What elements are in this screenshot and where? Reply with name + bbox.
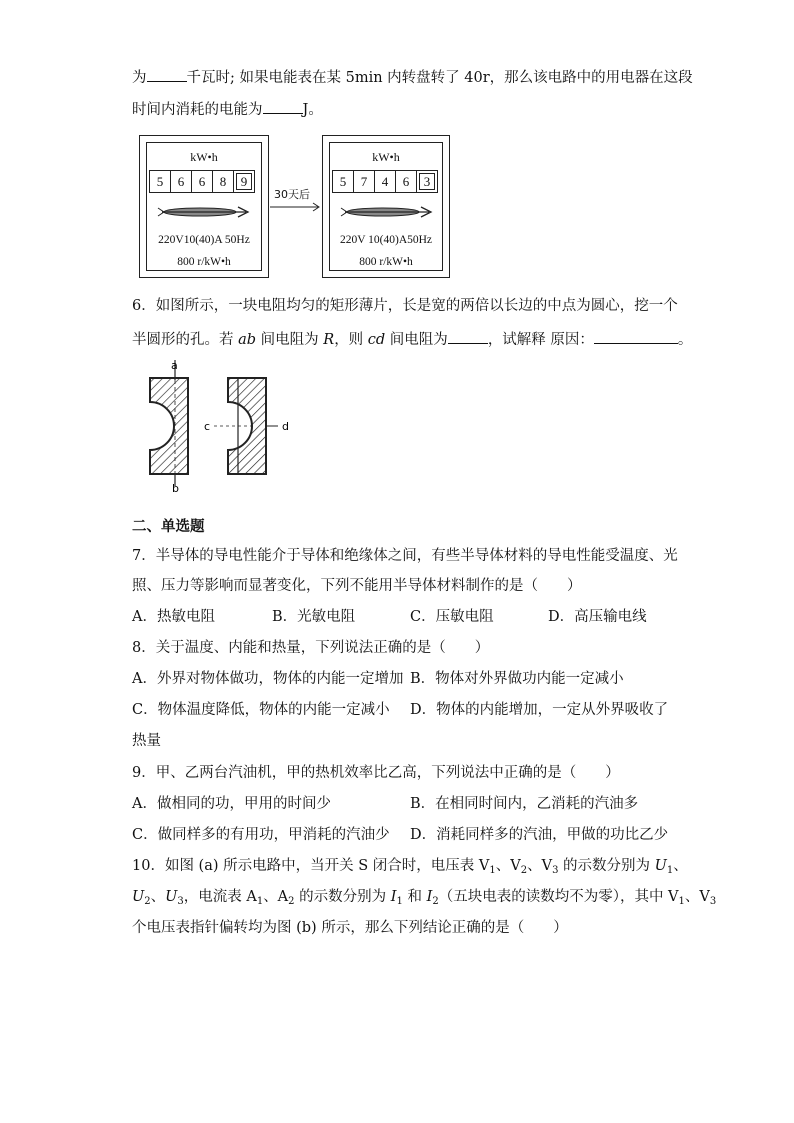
q6-line1: 6．如图所示，一块电阻均匀的矩形薄片，长是宽的两倍以长边的中点为圆心，挖一个 — [132, 298, 678, 314]
meter-unit: kW•h — [372, 150, 400, 164]
q10-line1: 10．如图 (a) 所示电路中，当开关 S 闭合时，电压表 $V_1$、$V_2$、$V_3$ 的示数分别为 $U_1$、 — [132, 858, 688, 876]
meter-constant: 800 r/kW•h — [359, 256, 413, 268]
q9-option-b[interactable]: B．在相同时间内，乙消耗的汽油多 — [410, 796, 639, 812]
label-a: a — [171, 359, 178, 372]
answer-blank[interactable] — [263, 98, 303, 114]
q9-option-c[interactable]: C．做同样多的有用功，甲消耗的汽油少 — [132, 827, 390, 843]
q7-line1: 7．半导体的导电性能介于导体和绝缘体之间，有些半导体材料的导电性能受温度、光 — [132, 548, 678, 564]
answer-blank[interactable] — [448, 328, 488, 344]
digit: 6 — [191, 170, 213, 193]
energy-meter-before — [139, 135, 269, 278]
arrow-right-icon — [268, 202, 322, 212]
q8-stem: 8．关于温度、内能和热量，下列说法正确的是（ ） — [132, 640, 490, 656]
digit: 5 — [149, 170, 171, 193]
answer-blank[interactable] — [594, 328, 678, 344]
q10-line2: $U_2$、$U_3$，电流表 $A_1$、$A_2$ 的示数分别为 $I_1$ 和 $I_2$（五块电表的读数均不为零），其中 $V_1$、$V_3$ — [132, 889, 717, 907]
answer-blank[interactable] — [147, 66, 187, 82]
q10-line3: 个电压表指针偏转均为图 (b) 所示，那么下列结论正确的是（ ） — [132, 920, 568, 936]
q7-option-d[interactable]: D．高压输电线 — [548, 609, 647, 625]
meter-digits — [333, 170, 438, 193]
digit: 7 — [353, 170, 375, 193]
digit-decimal: 9 — [233, 170, 255, 193]
q7-option-b[interactable]: B．光敏电阻 — [272, 609, 356, 625]
q7-line2: 照、压力等影响而显著变化，下列不能用半导体材料制作的是（ ） — [132, 578, 582, 594]
meter-constant: 800 r/kW•h — [177, 256, 231, 268]
q8-option-d-cont: 热量 — [132, 733, 161, 749]
rotor-disk-icon — [154, 202, 254, 222]
q8-option-c[interactable]: C．物体温度降低，物体的内能一定减小 — [132, 702, 390, 718]
meter-spec: 220V 10(40)A50Hz — [339, 234, 433, 246]
label-d: d — [282, 420, 289, 433]
energy-meter-after — [322, 135, 450, 278]
q9-option-a[interactable]: A．做相同的功，甲用的时间少 — [132, 796, 331, 812]
q7-option-a[interactable]: A．热敏电阻 — [132, 609, 215, 625]
q5-line1: 为 千瓦时; 如果电能表在某 5min 内转盘转了 40r，那么该电路中的用电器在这段 — [132, 66, 693, 88]
q9-stem: 9．甲、乙两台汽油机，甲的热机效率比乙高，下列说法中正确的是（ ） — [132, 765, 620, 781]
digit-decimal: 3 — [416, 170, 438, 193]
digit: 6 — [395, 170, 417, 193]
digit: 5 — [332, 170, 354, 193]
meter-unit: kW•h — [190, 150, 218, 164]
meter-digits — [150, 170, 255, 193]
meter-spec: 220V10(40)A 50Hz — [158, 234, 250, 246]
arrow-label: 30天后 — [274, 188, 310, 201]
q7-option-c[interactable]: C．压敏电阻 — [410, 609, 494, 625]
label-b: b — [172, 482, 179, 495]
q8-option-d[interactable]: D．物体的内能增加，一定从外界吸收了 — [410, 702, 669, 718]
digit: 6 — [170, 170, 192, 193]
figure-resistor-plates — [140, 358, 300, 496]
rotor-disk-icon — [337, 202, 437, 222]
q8-option-a[interactable]: A．外界对物体做功，物体的内能一定增加 — [132, 671, 404, 687]
digit: 4 — [374, 170, 396, 193]
section-heading: 二、单选题 — [132, 519, 205, 535]
q8-option-b[interactable]: B．物体对外界做功内能一定减小 — [410, 671, 624, 687]
q9-option-d[interactable]: D．消耗同样多的汽油，甲做的功比乙少 — [410, 827, 669, 843]
digit: 8 — [212, 170, 234, 193]
label-c: c — [204, 420, 211, 433]
q5-line2: 时间内消耗的电能为 J。 — [132, 98, 323, 120]
q6-line2: 半圆形的孔。若 ab 间电阻为 R，则 cd 间电阻为 ，试解释 原因： 。 — [132, 328, 692, 350]
